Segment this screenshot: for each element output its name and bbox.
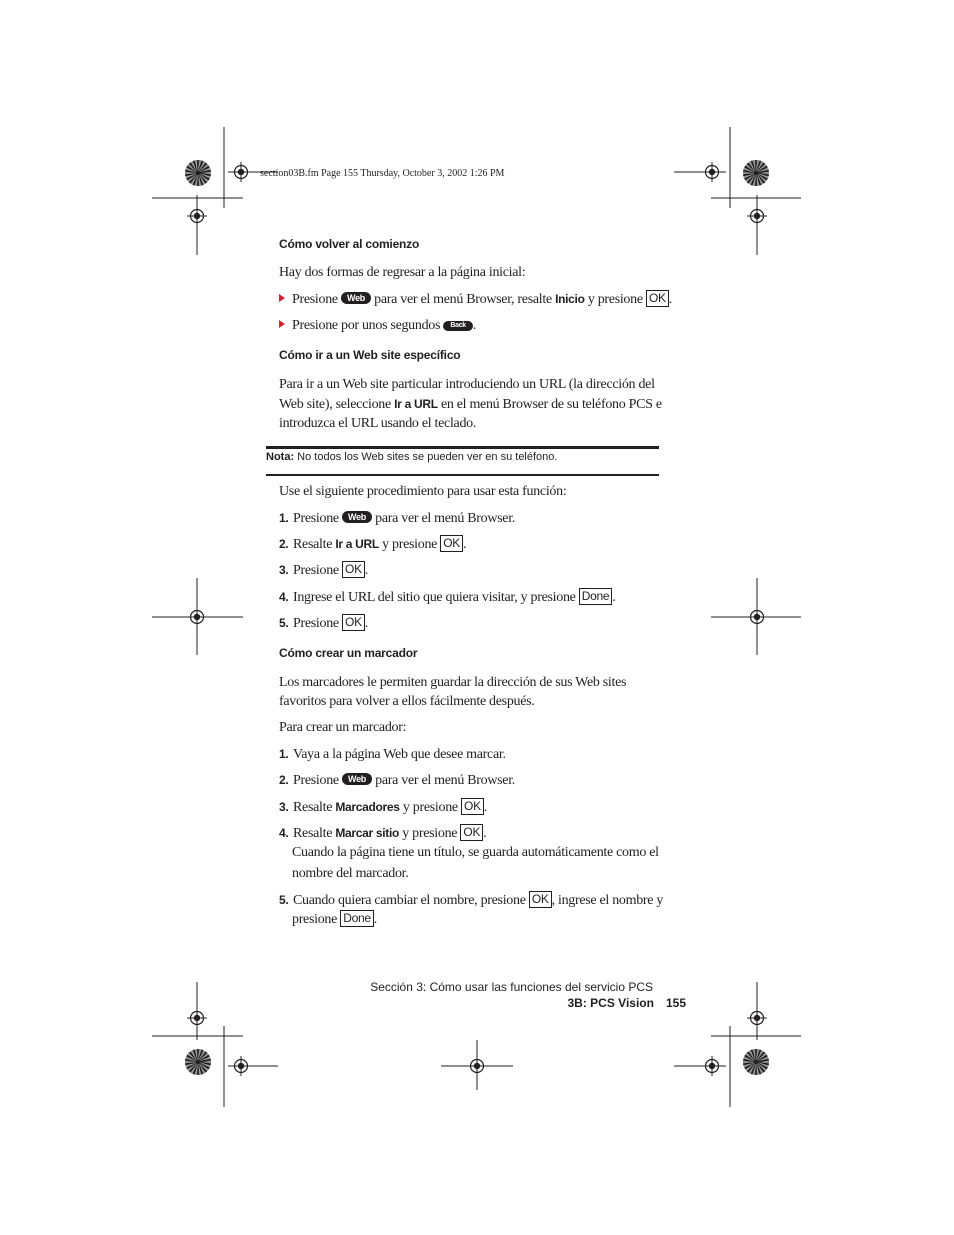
step-3: 3. Presione OK . (279, 562, 368, 578)
note-bottom-rule (266, 474, 659, 476)
marcador-step-1: 1. Vaya a la página Web que desee marcar. (279, 747, 506, 762)
marcador-paragraph-line-2: favoritos para volver a ellos fácilmente después. (279, 694, 535, 709)
step-1: 1. Presione Web para ver el menú Browser. (279, 511, 516, 526)
heading-crear-marcador: Cómo crear un marcador (279, 646, 418, 660)
heading-ir-web-site: Cómo ir a un Web site específico (279, 348, 461, 362)
bullet-item-2: Presione por unos segundos Back . (279, 316, 476, 336)
web-key-icon: Web (342, 773, 372, 785)
marcador-step-4-line-2: Cuando la página tiene un título, se guarda automáticamente como el (292, 845, 659, 860)
red-triangle-bullet-icon (279, 320, 285, 328)
registration-crosshair-icon (702, 1056, 722, 1076)
registration-crosshair-icon (702, 162, 722, 182)
starburst-target-icon (743, 1049, 769, 1075)
red-triangle-bullet-icon (279, 294, 285, 302)
back-key-icon: Back (443, 321, 473, 331)
marcador-paragraph-line-1: Los marcadores le permiten guardar la dirección de sus Web sites (279, 675, 627, 690)
marcador-intro: Para crear un marcador: (279, 720, 407, 735)
registration-crosshair-icon (467, 1056, 487, 1076)
ok-key: OK (440, 535, 463, 552)
marcador-step-3: 3. Resalte Marcadores y presione OK . (279, 799, 487, 815)
registration-crosshair-icon (187, 1008, 207, 1028)
intro-paragraph: Hay dos formas de regresar a la página inicial: (279, 265, 526, 280)
step-2: 2. Resalte Ir a URL y presione OK . (279, 536, 467, 552)
marcador-step-5-line-2: presione Done . (292, 911, 377, 927)
note-text: No todos los Web sites se pueden ver en su teléfono. (297, 451, 558, 463)
ok-key: OK (460, 824, 483, 841)
heading-volver-comienzo: Cómo volver al comienzo (279, 237, 420, 251)
registration-crosshair-icon (231, 1056, 251, 1076)
page-number: 155 (665, 996, 686, 1010)
footer-chapter: 3B: PCS Vision 155 (567, 996, 686, 1010)
starburst-target-icon (185, 160, 211, 186)
ok-key: OK (646, 290, 669, 307)
print-slug: section03B.fm Page 155 Thursday, October 3, 2002 1:26 PM (260, 168, 505, 179)
marcador-step-4-line-3: nombre del marcador. (292, 866, 409, 881)
registration-crosshair-icon (747, 1008, 767, 1028)
paragraph-line-2: Web site), seleccione Ir a URL en el menú Browser de su teléfono PCS e (279, 397, 662, 412)
starburst-target-icon (185, 1049, 211, 1075)
paragraph-line-3: introduzca el URL usando el teclado. (279, 416, 477, 431)
ok-key: OK (529, 891, 552, 908)
done-key: Done (579, 588, 613, 605)
registration-crosshair-icon (747, 206, 767, 226)
footer-section-title: Sección 3: Cómo usar las funciones del servicio PCS (370, 980, 653, 994)
step-5: 5. Presione OK . (279, 615, 368, 631)
paragraph-line-1: Para ir a un Web site particular introduciendo un URL (la dirección del (279, 377, 655, 392)
procedure-intro: Use el siguiente procedimiento para usar esta función: (279, 484, 567, 499)
marcador-step-4: 4. Resalte Marcar sitio y presione OK . (279, 825, 487, 841)
web-key-icon: Web (341, 292, 371, 304)
ok-key: OK (461, 798, 484, 815)
note-box (266, 451, 557, 463)
note-label: Nota: (266, 451, 295, 463)
step-4: 4. Ingrese el URL del sitio que quiera visitar, y presione Done . (279, 589, 616, 605)
bullet-item-1: Presione Web para ver el menú Browser, resalte Inicio y presione OK . (279, 289, 672, 310)
marcador-step-2: 2. Presione Web para ver el menú Browser. (279, 773, 516, 788)
done-key: Done (340, 910, 374, 927)
note-top-rule (266, 446, 659, 449)
marcador-step-5: 5. Cuando quiera cambiar el nombre, presione OK , ingrese el nombre y (279, 892, 664, 908)
registration-crosshair-icon (231, 162, 251, 182)
registration-crosshair-icon (187, 607, 207, 627)
ok-key: OK (342, 614, 365, 631)
ok-key: OK (342, 561, 365, 578)
registration-crosshair-icon (187, 206, 207, 226)
registration-crosshair-icon (747, 607, 767, 627)
web-key-icon: Web (342, 511, 372, 523)
starburst-target-icon (743, 160, 769, 186)
